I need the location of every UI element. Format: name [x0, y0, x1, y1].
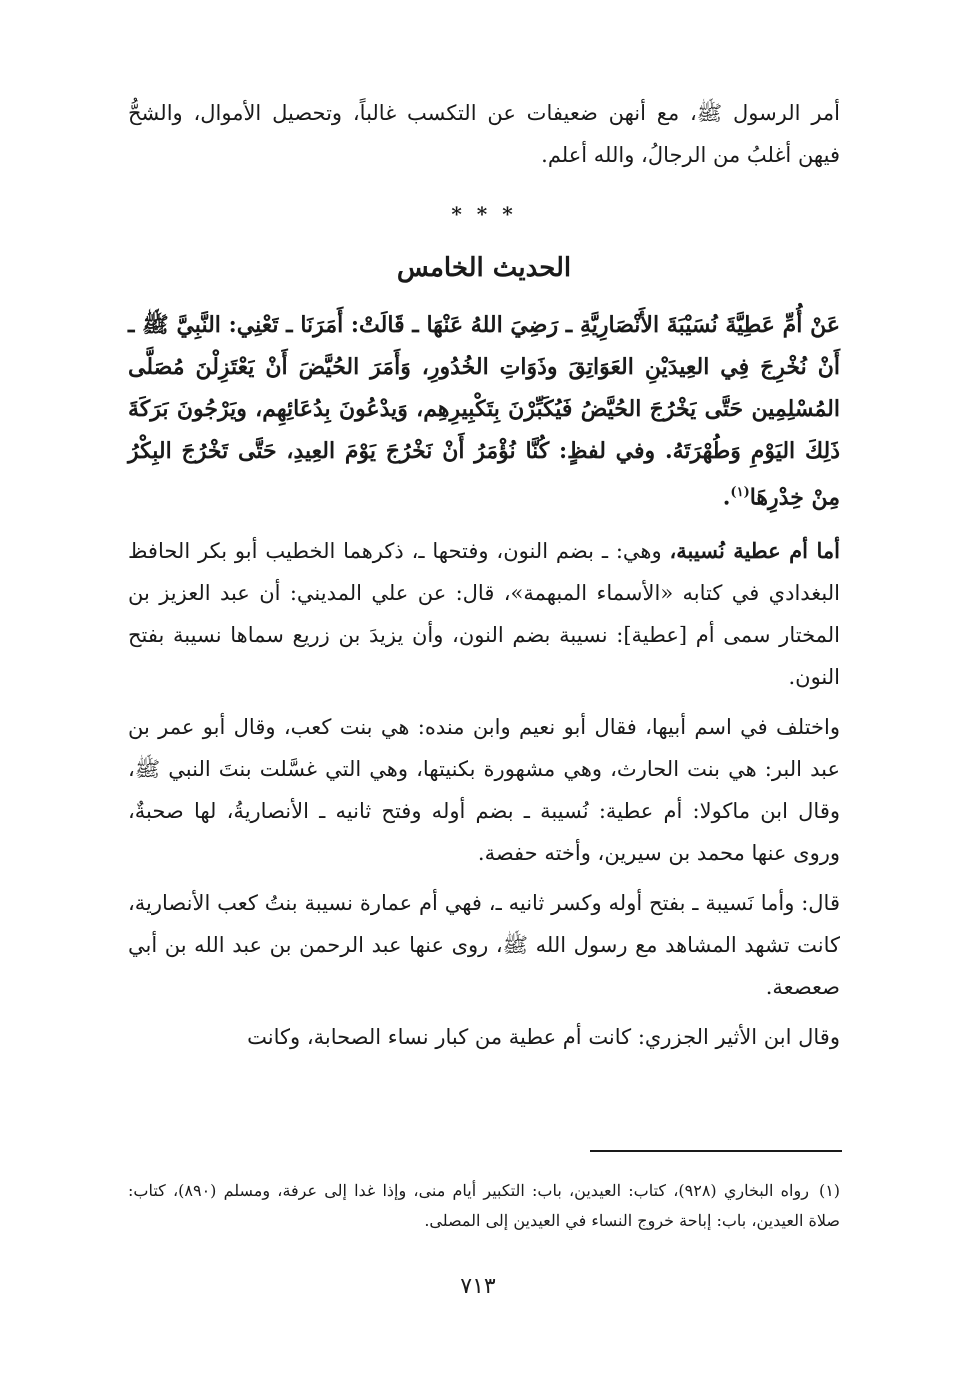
paragraph-3: قال: وأما نَسيبة ـ بفتح أوله وكسر ثانيه ـ، فهي أم عمارة نسيبة بنتُ كعب الأنصارية، كانت تشهد المشاهد مع رسول الله ﷺ، روى عنها عبد الرحمن بن عبد الله بن أبي صعصعة.	[128, 891, 840, 1000]
footnote-number: (١)	[818, 1181, 841, 1200]
section-title: الحديث الخامس	[396, 253, 572, 283]
footnote-text: رواه البخاري (٩٢٨)، كتاب: العيدين، باب: التكبير أيام منى، وإذا غدا إلى عرفة، ومسلم (٨٩٠)، كتاب: صلاة العيدين، باب: إباحة خروج النساء في العيدين إلى المصلى.	[128, 1181, 840, 1230]
footnotes	[128, 1176, 840, 1236]
section-separator: * * *	[451, 202, 517, 226]
paragraph-4: وقال ابن الأثير الجزري: كانت أم عطية من كبار نساء الصحابة، وكانت	[247, 1025, 840, 1050]
hadith-end: .	[722, 484, 731, 511]
footnote-ref: (١)	[730, 485, 750, 500]
paragraph-1	[128, 530, 840, 698]
paragraph-2: واختلف في اسم أبيها، فقال أبو نعيم وابن منده: هي بنت كعب، وقال أبو عمر بن عبد البر: هي بنت الحارث، وهي مشهورة بكنيتها، وهي التي غسَّلت بنتَ النبي ﷺ، وقال ابن ماكولا: أم عطية: نُسيبة ـ بضم أوله وفتح ثانيه ـ الأنصاريةُ، لها صحبةٌ، وروى عنها محمد بن سيرين، وأخته حفصة.	[128, 715, 840, 866]
page-body	[128, 92, 840, 1058]
hadith-body: عَنْ أُمِّ عَطِيَّةَ نُسَيْبَةَ الأَنْصَارِيَّةِ ـ رَضِيَ اللهُ عَنْهَا ـ قَالَتْ: أَمَرَنَا ـ تَعْنِي: النَّبِيَّ ﷺ ـ أَنْ نُخْرِجَ فِي العِيدَيْنِ العَوَاتِقَ وذَوَاتِ الخُدُورِ، وَأَمَرَ الحُيَّضَ أَنْ يَعْتَزِلْنَ مُصَلَّى المُسْلِمِين حَتَّى يَخْرُجَ الحُيَّضُ فَيُكَبِّرْنَ بِتَكْبِيرِهِم، وَيدْعُونَ بِدُعَائِهِم، ويَرْجُونَ بَرَكَةَ ذَلِكَ اليَوْمِ وَطُهْرَتَهُ. وفي لفظٍ: كُنَّا نُؤْمَرُ أَنْ نَخْرُجَ يَوْمَ العِيدِ، حَتَّى تَخْرُجَ البِكْرُ مِنْ خِدْرِهَا	[128, 312, 840, 511]
hadith-text	[128, 304, 840, 518]
footnote-divider	[590, 1150, 842, 1152]
paragraph-1-lead: أما أم عطية نُسيبة،	[669, 538, 840, 564]
paragraph-1-text: وهي: ـ بضم النون، وفتحها ـ، ذكرهما الخطيب أبو بكر الحافظ البغدادي في كتابه «الأسماء المبهمة»، قال: عن علي المديني: أن عبد العزيز بن المختار سمى أم [عطية]: نسيبة بضم النون، وأن يزيدَ بن زريع سماها نسيبة بفتح النون.	[128, 539, 840, 690]
footnote-item	[128, 1176, 840, 1236]
intro-paragraph: أمر الرسول ﷺ، مع أنهن ضعيفات عن التكسب غالباً، وتحصيل الأموال، والشحُّ فيهن أغلبُ من الرجالُ، والله أعلم.	[128, 101, 840, 167]
page-number: ٧١٣	[460, 1274, 496, 1299]
